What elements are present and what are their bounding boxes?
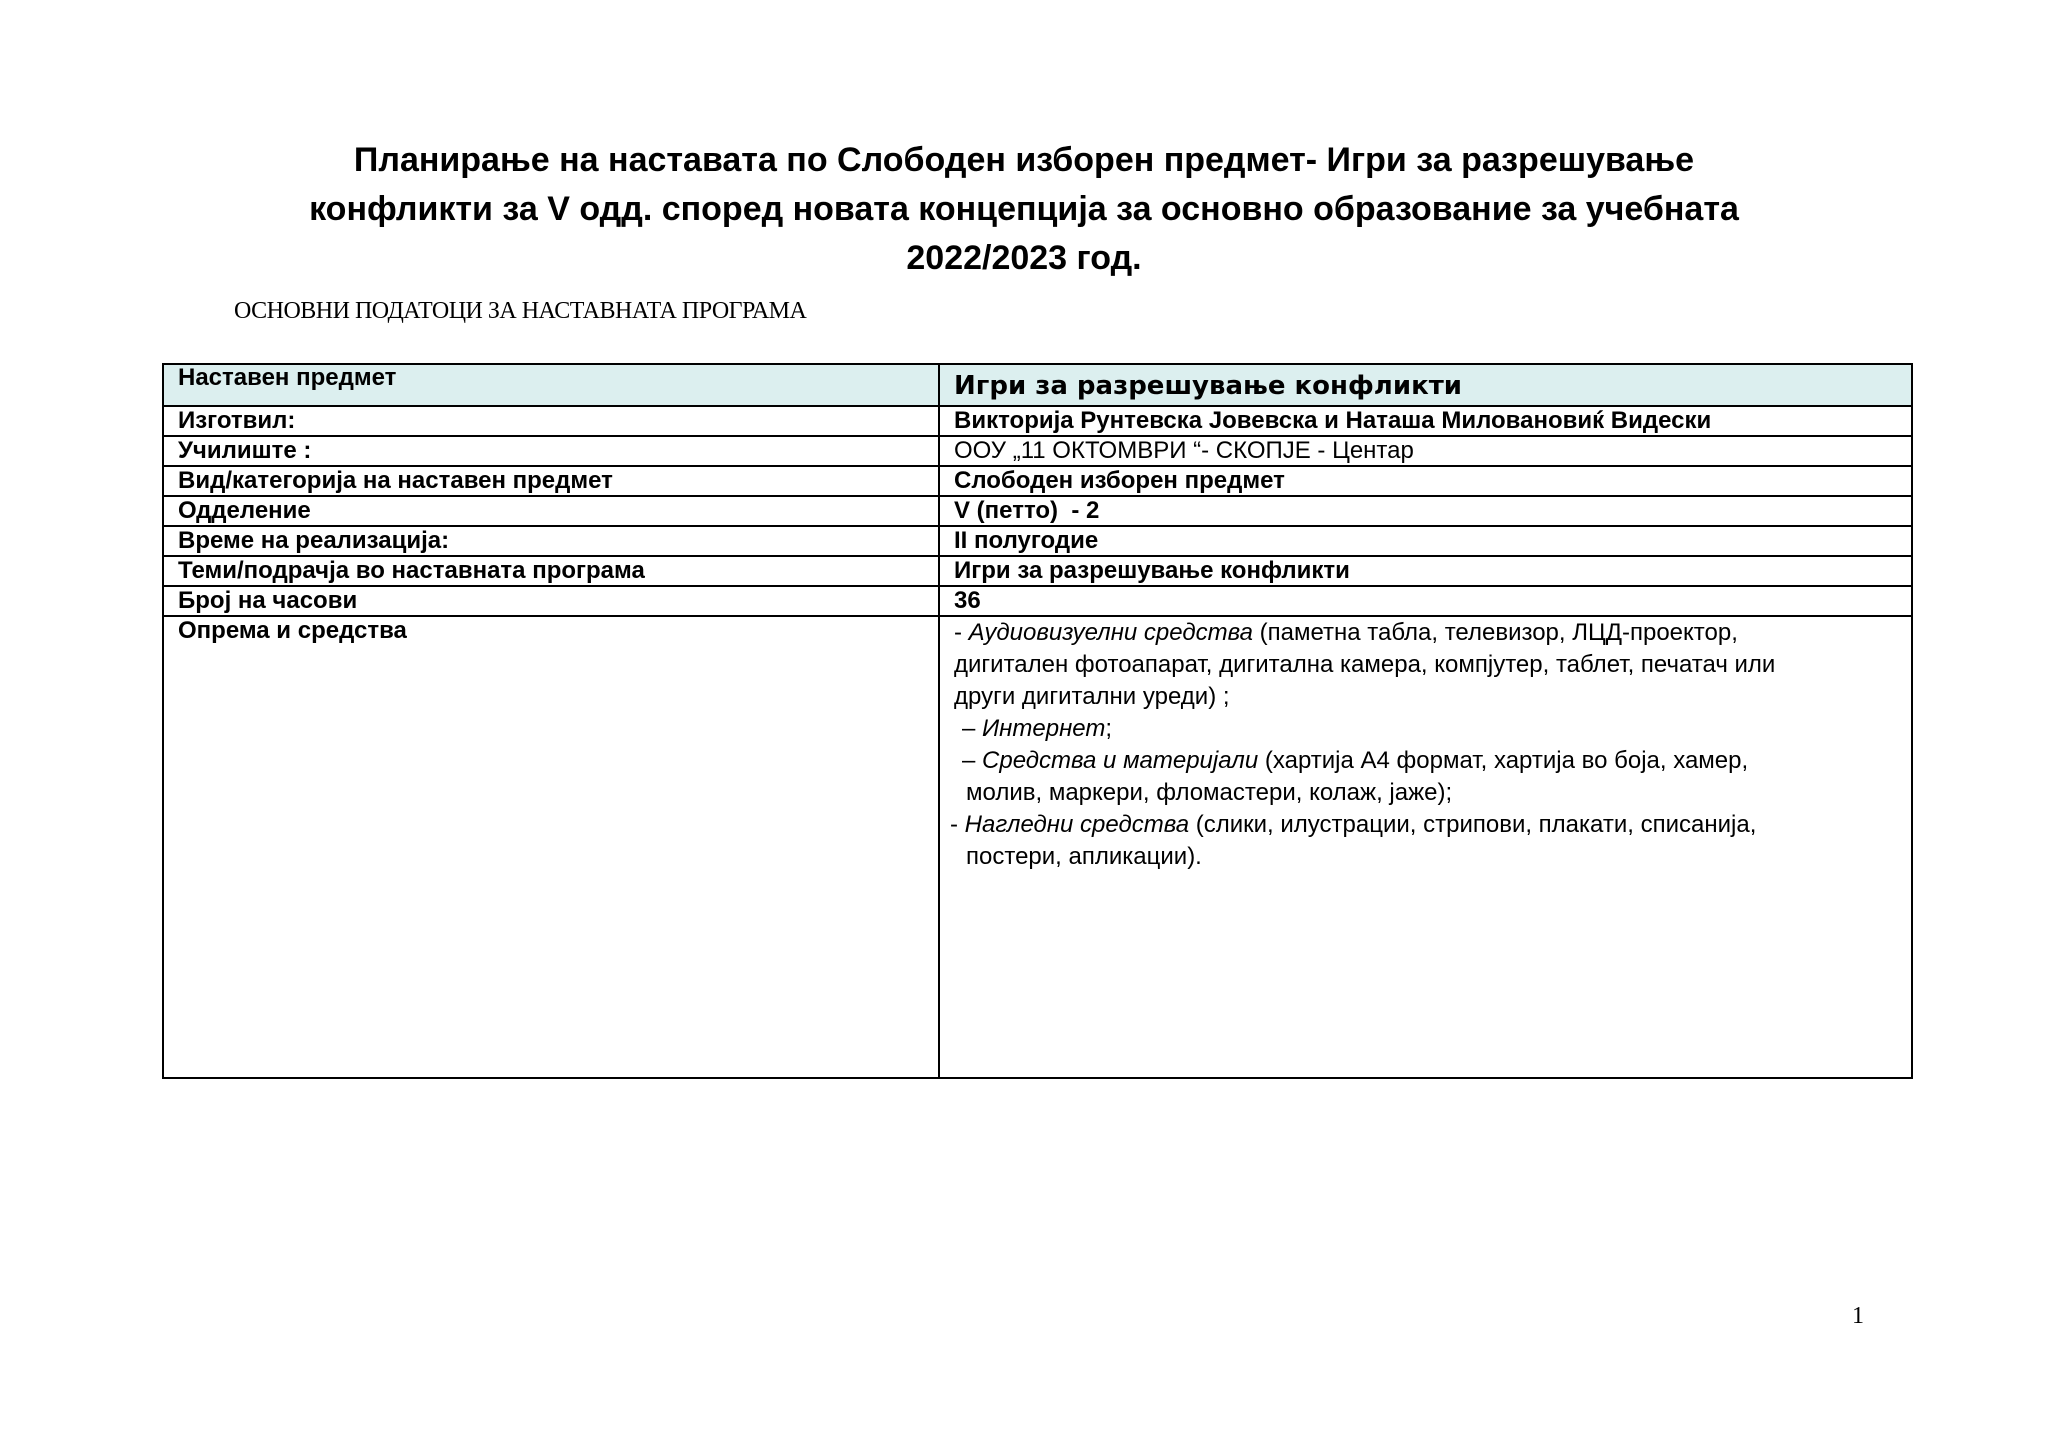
row-label: Одделение — [163, 496, 939, 526]
list-item — [954, 617, 1897, 649]
item-title: Нагледни средства — [964, 811, 1190, 838]
item-text: (слики, илустрации, стрипови, плакати, списанија, — [1189, 811, 1757, 838]
list-item — [954, 745, 1897, 777]
list-item-continuation: дигитален фотоапарат, дигитална камера, компјутер, таблет, печатач или — [954, 651, 1776, 678]
section-heading: ОСНОВНИ ПОДАТОЦИ ЗА НАСТАВНАТА ПРОГРАМА — [234, 298, 807, 324]
list-item — [954, 713, 1897, 745]
program-info-table — [162, 363, 1913, 1079]
equipment-cell — [939, 616, 1912, 1078]
list-item-continuation: постери, апликации). — [966, 843, 1202, 870]
item-text: ; — [1105, 715, 1113, 742]
item-title: Аудиовизуелни средства — [968, 619, 1253, 646]
row-label: Изготвил: — [163, 406, 939, 436]
table-row — [163, 466, 1912, 496]
table-row — [163, 526, 1912, 556]
table-row — [163, 496, 1912, 526]
document-title — [150, 136, 1898, 283]
table-row — [163, 616, 1912, 1078]
title-line-1: Планирање на наставата по Слободен изборен предмет- Игри за разрешување — [353, 141, 1695, 179]
table-row — [163, 556, 1912, 586]
row-value: II полугодие — [939, 526, 1912, 556]
row-label: Вид/категорија на наставен предмет — [163, 466, 939, 496]
row-label: Опрема и средства — [163, 616, 939, 1078]
item-title: Средства и материјали — [982, 747, 1259, 774]
page-number: 1 — [1852, 1303, 1864, 1329]
row-label: Наставен предмет — [163, 364, 939, 406]
row-value: Викторија Рунтевска Јовевска и Наташа Миловановиќ Видески — [939, 406, 1912, 436]
item-text: (паметна табла, телевизор, ЛЦД-проектор, — [1252, 619, 1738, 646]
item-prefix: - — [950, 811, 965, 838]
item-prefix: – — [962, 715, 983, 742]
item-prefix: - — [954, 619, 969, 646]
list-item-continuation: молив, маркери, фломастери, колаж, јаже); — [966, 779, 1453, 806]
row-value: 36 — [939, 586, 1912, 616]
table-row — [163, 364, 1912, 406]
row-label: Број на часови — [163, 586, 939, 616]
row-value: Игри за разрешување конфликти — [939, 556, 1912, 586]
item-prefix: – — [962, 747, 983, 774]
table-row — [163, 406, 1912, 436]
item-text: (хартија А4 формат, хартија во боја, хамер, — [1258, 747, 1749, 774]
item-title: Интернет — [982, 715, 1106, 742]
title-line-3: 2022/2023 год. — [906, 239, 1142, 277]
list-item — [950, 809, 1897, 841]
row-label: Време на реализација: — [163, 526, 939, 556]
table-row — [163, 586, 1912, 616]
row-value: V (петто) - 2 — [939, 496, 1912, 526]
title-line-2: конфликти за V одд. според новата концепција за основно образование за учебната — [309, 190, 1739, 228]
equipment-list — [950, 617, 1897, 873]
row-value: ООУ „11 ОКТОМВРИ “- СКОПЈЕ - Центар — [939, 436, 1912, 466]
row-value: Слободен изборен предмет — [939, 466, 1912, 496]
table-row — [163, 436, 1912, 466]
row-value: Игри за разрешување конфликти — [939, 364, 1912, 406]
row-label: Училиште : — [163, 436, 939, 466]
list-item-continuation: други дигитални уреди) ; — [954, 683, 1230, 710]
row-label: Теми/подрачја во наставната програма — [163, 556, 939, 586]
